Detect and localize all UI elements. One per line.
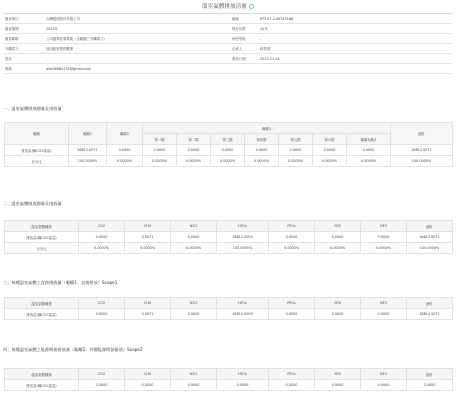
table-header: N2O [171,298,217,309]
info-key: 盤查範疇 [5,37,19,41]
table-header: CO2 [79,221,125,232]
info-value: - [46,56,48,61]
scope1-table [4,297,453,320]
table-cell: 0.0000 [211,145,245,156]
section-title: 一、溫室氣體排放總量及排放量 [3,106,62,111]
info-key: 盤查單位 [5,17,19,21]
table-cell: 0.0000% [171,243,217,254]
info-row [4,54,452,64]
info-value: - [260,36,262,41]
info-row [4,44,452,54]
info-value: 2023-11-24 [260,56,280,61]
info-row [4,34,452,44]
table-header: 總計 [407,221,453,232]
info-key: 編號 [232,17,239,21]
table-cell: 0.0000 [361,380,407,391]
table-cell: 0.0000% [269,243,315,254]
table-cell: 排放量(噸CO2當量) [5,380,79,391]
table-header: 第一類 [143,134,177,145]
table-cell: 0.0000 [361,232,407,243]
page-title [0,2,456,10]
table-cell: 0.0000 [79,380,125,391]
info-key: 盤查期間 [5,27,19,31]
table-cell: 0.0000 [171,380,217,391]
info-value: 台灣製造股份有限公司 [46,17,80,21]
table-cell: 0.0000 [79,309,125,320]
table-header: NF3 [361,369,407,380]
table-header: 溫室氣體種類 [5,221,79,232]
table-header: 第三類 [211,134,245,145]
table-cell: 0.0000 [279,145,313,156]
table-cell: 0.0071 [125,232,171,243]
table-header: 總計 [407,369,453,380]
table-header: 溫室氣體種類 [5,298,79,309]
table-header: HFCs [217,298,269,309]
table-cell: 18812.0071 [391,145,453,156]
table-header: 範疇3總計 [347,134,391,145]
table-row [5,232,453,243]
info-key: 保密等級 [232,37,246,41]
table-header: PFCs [269,369,315,380]
table-cell: 0.0000 [315,380,361,391]
table-cell: 0.0000% [79,243,125,254]
table-header: 範疇 [5,123,69,145]
info-value: 林思琪 [260,47,271,51]
table-header: 範疇2 [107,123,143,145]
table-header: NF3 [361,298,407,309]
info-value: RTY-07-2-50743166 [260,16,294,21]
table-cell: 18812.0071 [69,145,107,156]
info-value: 公司邊界控制系統（含範圍三外購電力） [46,37,108,41]
info-value: 採用政府提供數據 [46,47,74,51]
table-cell: 18812.0071 [407,232,453,243]
table-cell: 排放量(噸CO2當量) [5,309,79,320]
table-cell: 0.0000 [171,232,217,243]
table-cell: 18812.0000 [217,232,269,243]
table-cell: 排放量(噸CO2當量) [5,145,69,156]
table-header: N2O [171,369,217,380]
table-cell: 0.0000 [269,380,315,391]
table-cell: 0.0000% [211,156,245,167]
info-row [4,14,452,24]
table-header: 第四類 [245,134,279,145]
table-header: HFCs [217,221,269,232]
table-cell: 0.0000 [315,309,361,320]
table-header: SF6 [315,298,361,309]
table-cell: 0.0000% [125,243,171,254]
table-header: HFCs [217,369,269,380]
table-cell: 100.0000% [217,243,269,254]
table-cell: 100.0000% [69,156,107,167]
table-cell: 0.0000 [171,309,217,320]
table-cell: 百分比 [5,156,69,167]
info-key: 製表日期 [232,57,246,61]
table-cell: 0.0000% [107,156,143,167]
table-cell: 0.0000 [269,309,315,320]
section-title: 三、每種溫室氣體之直接排放量（範疇1：直接排放）Scope1 [3,280,118,285]
table-header: 第二類 [177,134,211,145]
table-row [5,243,453,254]
table-row [5,380,453,391]
gas-summary-table [4,220,453,254]
table-cell: 0.0000% [315,243,361,254]
table-row [5,145,453,156]
table-header: NF3 [361,221,407,232]
info-key: 保存年限 [232,27,246,31]
table-cell: 0.0000 [79,232,125,243]
info-table [4,13,452,74]
table-cell: 0.0000 [407,380,453,391]
table-header: 第六類 [313,134,347,145]
info-value: 2022年 [46,27,59,31]
table-header: PFCs [269,221,315,232]
table-cell: 0.0000 [217,380,269,391]
info-row [4,64,452,74]
table-cell: 百分比 [5,243,79,254]
info-key: 郵箱 [5,67,12,71]
table-header: CH4 [125,221,171,232]
table-cell: 0.0000% [361,243,407,254]
table-header: 範疇3 [143,123,391,134]
table-cell: 18812.0071 [407,309,453,320]
info-key: 負責人 [232,47,243,51]
table-cell: 0.0000 [177,145,211,156]
table-row [5,156,453,167]
table-header: 總計 [391,123,453,145]
table-header: CO2 [79,298,125,309]
table-header: 溫室氣體種類 [5,369,79,380]
table-header: CO2 [79,369,125,380]
table-cell: 0.0000 [107,145,143,156]
table-cell: 0.0000% [313,156,347,167]
info-value: wiic56984132@gmail.com [46,66,91,71]
info-value: 10年 [260,27,268,31]
table-cell: 18812.0000 [217,309,269,320]
table-cell: 0.0000 [245,145,279,156]
scope2-table [4,368,453,391]
table-header: N2O [171,221,217,232]
table-header: 第五類 [279,134,313,145]
table-cell: 0.0000 [269,232,315,243]
table-cell: 0.0000% [177,156,211,167]
table-cell: 排放量(噸CO2當量) [5,232,79,243]
table-header: CH4 [125,298,171,309]
refresh-icon[interactable] [249,4,254,9]
table-cell: 0.0000 [361,309,407,320]
table-cell: 0.0000 [313,145,347,156]
info-row [4,24,452,34]
table-cell: 0.0000 [143,145,177,156]
info-key: 外購電力 [5,47,19,51]
table-cell: 0.0000 [315,232,361,243]
table-cell: 0.0000% [347,156,391,167]
table-header: CH4 [125,369,171,380]
table-cell: 0.0000% [143,156,177,167]
scope-summary-table [4,122,453,167]
table-header: 總計 [407,298,453,309]
info-key: 電話 [5,57,12,61]
table-row [5,309,453,320]
section-title: 二、溫室氣體排放總量及排放量 [3,201,62,206]
table-cell: 0.0071 [125,309,171,320]
table-cell: 100.0000% [391,156,453,167]
table-cell: 0.0000 [347,145,391,156]
table-cell: 0.0000% [245,156,279,167]
table-header: PFCs [269,298,315,309]
page-title-text: 溫室氣體排放清冊 [202,4,247,10]
section-title: 四、每種溫室氣體之能源間接排放量（範疇2：外購能源間接排放）Scope2 [3,347,143,352]
table-header: 範疇1 [69,123,107,145]
table-cell: 0.0000% [279,156,313,167]
table-header: SF6 [315,369,361,380]
table-cell: 0.0000 [125,380,171,391]
table-header: SF6 [315,221,361,232]
table-cell: 100.0000% [407,243,453,254]
